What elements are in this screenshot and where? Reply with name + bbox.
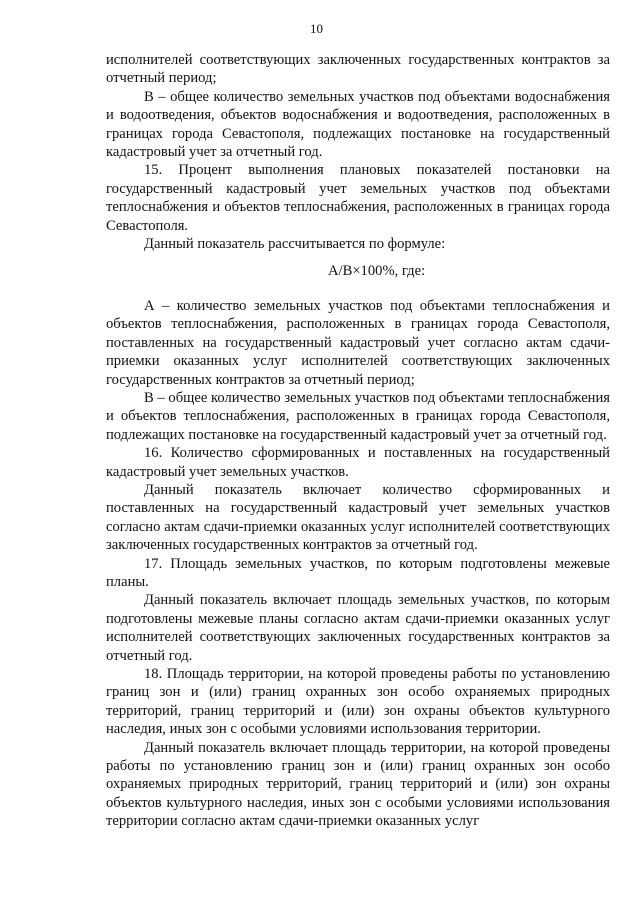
paragraph-item-17: 17. Площадь земельных участков, по которым подготовлены межевые планы.	[106, 555, 610, 590]
paragraph-formula-intro: Данный показатель рассчитывается по формуле:	[144, 236, 446, 253]
paragraph-definition-a-heat: А – количество земельных участков под объектами теплоснабжения и объектов теплоснабжения, расположенных в границах города Севастополя, поставленных на государственный кадастровый учет согласно актам сдачи-приемки оказанных услуг исполнителей соответствующих заключенных государственных контрактов за отчетный период;	[106, 297, 610, 388]
formula: А/В×100%, где:	[328, 263, 426, 280]
paragraph-continuation: исполнителей соответствующих заключенных государственных контрактов за отчетный период;	[106, 52, 610, 87]
paragraph-item-16-description: Данный показатель включает количество сформированных и поставленных на государственный кадастровый учет земельных участков согласно актам сдачи-приемки оказанных услуг исполнителей соответствующих заключенных государственных контрактов за отчетный год.	[106, 481, 610, 554]
paragraph-definition-b-water: В – общее количество земельных участков под объектами водоснабжения и водоотведения, объектов водоснабжения и водоотведения, расположенных в границах города Севастополя, подлежащих постановке на государственный кадастровый учет за отчетный год.	[106, 88, 610, 161]
paragraph-item-16: 16. Количество сформированных и поставленных на государственный кадастровый учет земельных участков.	[106, 445, 610, 480]
paragraph-item-15: 15. Процент выполнения плановых показателей постановки на государственный кадастровый учет земельных участков под объектами теплоснабжения и объектов теплоснабжения, расположенных в границах города Севастополя.	[106, 162, 610, 234]
page-number: 10	[310, 21, 323, 36]
paragraph-item-18: 18. Площадь территории, на которой проведены работы по установлению границ зон и (или) границ охранных зон особо охраняемых природных территорий, границ территорий и (или) зон охраны объектов культурного наследия, иных зон с особыми условиями использования территории.	[106, 666, 610, 738]
paragraph-item-17-description: Данный показатель включает площадь земельных участков, по которым подготовлены межевые планы согласно актам сдачи-приемки оказанных услуг исполнителей соответствующих заключенных государственных контрактов за отчетный год.	[106, 592, 610, 664]
document-body	[106, 51, 610, 831]
paragraph-definition-b-heat: В – общее количество земельных участков под объектами теплоснабжения и объектов теплоснабжения, расположенных в границах города Севастополя, подлежащих постановке на государственный кадастровый учет за отчетный год.	[106, 389, 610, 443]
paragraph-item-18-description: Данный показатель включает площадь территории, на которой проведены работы по установлению границ зон и (или) границ охранных зон особо охраняемых природных территорий, границ территорий и (или) зон охраны объектов культурного наследия, иных зон с особыми условиями использования территории согласно актам сдачи-приемки оказанных услуг	[106, 739, 610, 830]
